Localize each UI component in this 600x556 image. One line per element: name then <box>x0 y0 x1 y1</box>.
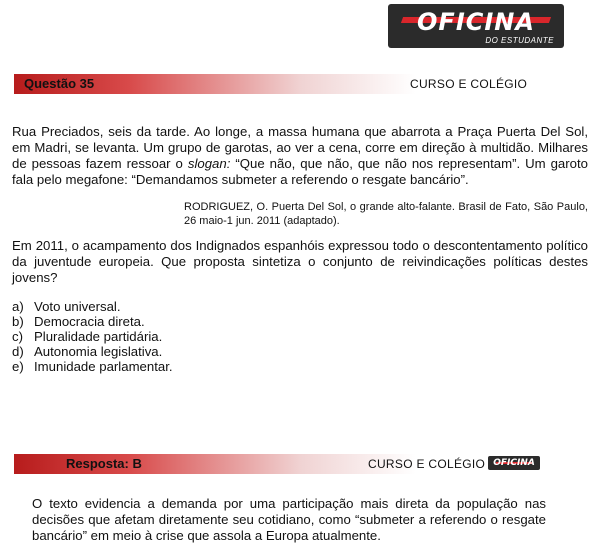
source-text-paragraph <box>12 124 588 188</box>
mini-logo-text: OFICINA <box>493 458 535 468</box>
source-text-end: “Que não, que não, que não nos representam”. Um garoto fala pelo megafone: “Demandamos submeter a referendo o resgate bancário”. <box>12 156 588 187</box>
alternative-letter: c) <box>12 329 23 344</box>
logo-brand-text: OFICINA <box>417 8 535 36</box>
alternative-letter: b) <box>12 314 24 329</box>
alternative-d[interactable] <box>12 344 173 359</box>
alternative-text: Imunidade parlamentar. <box>34 359 173 374</box>
alternative-letter: d) <box>12 344 24 359</box>
question-header-band <box>14 74 588 94</box>
alternative-e[interactable] <box>12 359 173 374</box>
oficina-logo <box>388 4 564 48</box>
alternative-b[interactable] <box>12 314 173 329</box>
alternative-text: Pluralidade partidária. <box>34 329 163 344</box>
question-category: CURSO E COLÉGIO <box>410 77 528 91</box>
question-prompt: Em 2011, o acampamento dos Indignados espanhóis expressou todo o descontentamento político da juventude europeia. Que proposta sintetiza o conjunto de reivindicações políticas destes jovens? <box>12 238 588 285</box>
logo-tagline: DO ESTUDANTE <box>485 36 554 45</box>
source-text-start: Rua Preciados, seis da tarde. Ao longe, a massa humana que abarrota a Praça Puerta Del Sol, em Madri, se levanta. Um grupo de garotas, ao ver a cena, corre em direção à multidão. Milhares de pessoas fazem ressoar o <box>12 124 588 171</box>
alternative-a[interactable] <box>12 299 173 314</box>
alternative-c[interactable] <box>12 329 173 344</box>
alternative-text: Autonomia legislativa. <box>34 344 163 359</box>
answer-category: CURSO E COLÉGIO <box>368 457 486 471</box>
alternative-letter: a) <box>12 299 24 314</box>
alternative-text: Voto universal. <box>34 299 121 314</box>
alternatives-list <box>12 299 173 374</box>
answer-title: Resposta: B <box>66 456 142 471</box>
source-text-slogan: slogan: <box>187 156 231 171</box>
mini-oficina-logo <box>488 456 540 470</box>
citation: RODRIGUEZ, O. Puerta Del Sol, o grande alto-falante. Brasil de Fato, São Paulo, 26 maio-1 jun. 2011 (adaptado). <box>184 201 588 227</box>
alternative-text: Democracia direta. <box>34 314 145 329</box>
answer-explanation: O texto evidencia a demanda por uma participação mais direta da população nas decisões que afetam diretamente seu cotidiano, como “submeter a referendo o resgate bancário” em meio à crise que assola a Europa atualmente. <box>32 496 546 543</box>
question-title: Questão 35 <box>24 76 95 91</box>
answer-header-band <box>14 454 588 474</box>
alternative-letter: e) <box>12 359 24 374</box>
